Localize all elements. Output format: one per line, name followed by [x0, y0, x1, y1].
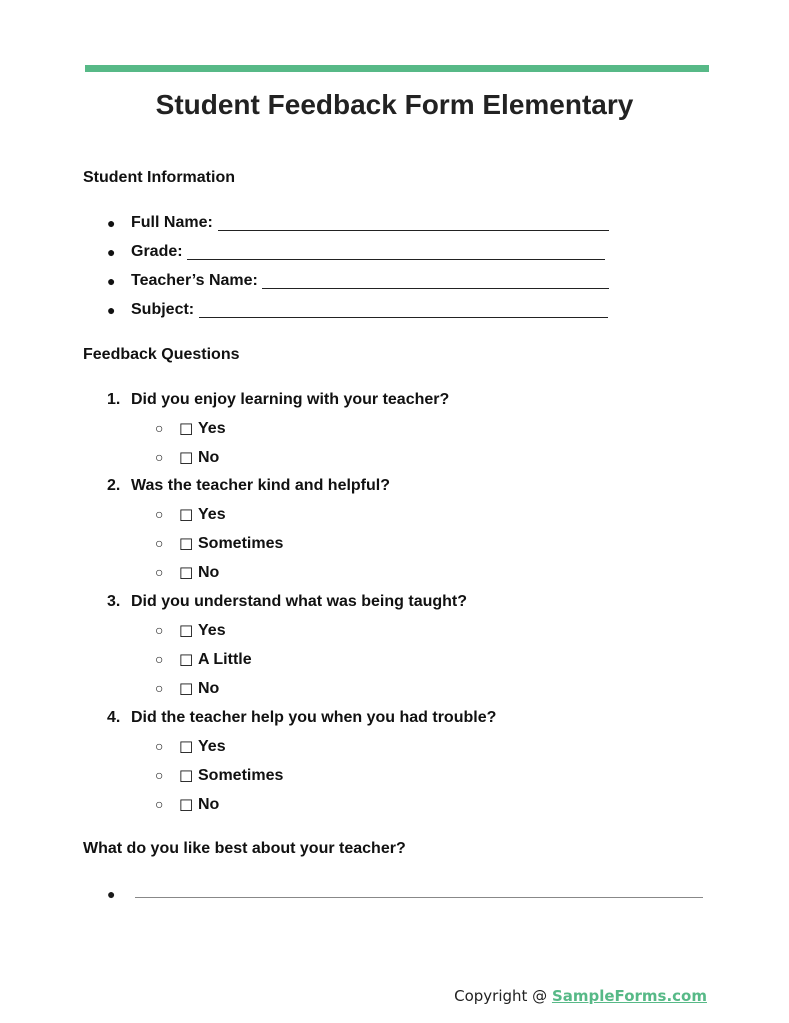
field-label: Full Name: [131, 214, 213, 231]
full-name-field[interactable] [0, 214, 789, 234]
checkbox-icon[interactable]: ☐ [179, 740, 194, 757]
field-label: Grade: [131, 243, 183, 260]
bullet-icon: ● [107, 273, 116, 289]
option-label: A Little [198, 651, 252, 668]
open-question-heading: What do you like best about your teacher? [83, 840, 406, 857]
circle-bullet-icon: ○ [155, 420, 164, 436]
copyright-text: Copyright @ [454, 987, 552, 1005]
question-number: 3. [107, 593, 121, 610]
circle-bullet-icon: ○ [155, 506, 164, 522]
checkbox-icon[interactable]: ☐ [179, 566, 194, 583]
open-answer-line[interactable] [135, 897, 703, 898]
circle-bullet-icon: ○ [155, 738, 164, 754]
student-info-heading: Student Information [83, 169, 235, 186]
option-label: Yes [198, 738, 226, 755]
question-text: Did you understand what was being taught? [131, 593, 468, 610]
question-number: 4. [107, 709, 121, 726]
subject-field[interactable] [0, 301, 789, 321]
checkbox-icon[interactable]: ☐ [179, 537, 194, 554]
bullet-icon: ● [107, 215, 116, 231]
option-label: Yes [198, 420, 226, 437]
question-number: 1. [107, 391, 121, 408]
circle-bullet-icon: ○ [155, 622, 164, 638]
circle-bullet-icon: ○ [155, 680, 164, 696]
option-label: Yes [198, 622, 226, 639]
grade-blank-line[interactable] [187, 259, 605, 260]
checkbox-icon[interactable]: ☐ [179, 769, 194, 786]
option-label: No [198, 680, 220, 697]
checkbox-icon[interactable]: ☐ [179, 653, 194, 670]
option-label: Yes [198, 506, 226, 523]
teacher-name-field[interactable] [0, 272, 789, 292]
top-accent-bar [85, 65, 709, 72]
checkbox-icon[interactable]: ☐ [179, 624, 194, 641]
circle-bullet-icon: ○ [155, 767, 164, 783]
question-text: Did the teacher help you when you had trouble? [131, 709, 497, 726]
bullet-icon: ● [107, 886, 116, 902]
teacher-name-blank-line[interactable] [262, 288, 609, 289]
circle-bullet-icon: ○ [155, 535, 164, 551]
grade-field[interactable] [0, 243, 789, 263]
footer-link[interactable]: SampleForms.com [551, 987, 707, 1005]
checkbox-icon[interactable]: ☐ [179, 798, 194, 815]
checkbox-icon[interactable]: ☐ [179, 508, 194, 525]
checkbox-icon[interactable]: ☐ [179, 682, 194, 699]
checkbox-icon[interactable]: ☐ [179, 451, 194, 468]
subject-blank-line[interactable] [199, 317, 608, 318]
option-label: Sometimes [198, 767, 284, 784]
option-label: No [198, 796, 220, 813]
field-label: Subject: [131, 301, 195, 318]
full-name-blank-line[interactable] [218, 230, 609, 231]
question-number: 2. [107, 477, 121, 494]
circle-bullet-icon: ○ [155, 796, 164, 812]
option-label: Sometimes [198, 535, 284, 552]
feedback-questions-heading: Feedback Questions [83, 346, 240, 363]
page-title: Student Feedback Form Elementary [155, 89, 634, 120]
circle-bullet-icon: ○ [155, 449, 164, 465]
bullet-icon: ● [107, 244, 116, 260]
bullet-icon: ● [107, 302, 116, 318]
circle-bullet-icon: ○ [155, 651, 164, 667]
field-label: Teacher’s Name: [131, 272, 258, 289]
option-label: No [198, 449, 220, 466]
option-label: No [198, 564, 220, 581]
checkbox-icon[interactable]: ☐ [179, 422, 194, 439]
question-text: Was the teacher kind and helpful? [131, 477, 390, 494]
question-text: Did you enjoy learning with your teacher? [131, 391, 450, 408]
circle-bullet-icon: ○ [155, 564, 164, 580]
footer [454, 987, 707, 1005]
